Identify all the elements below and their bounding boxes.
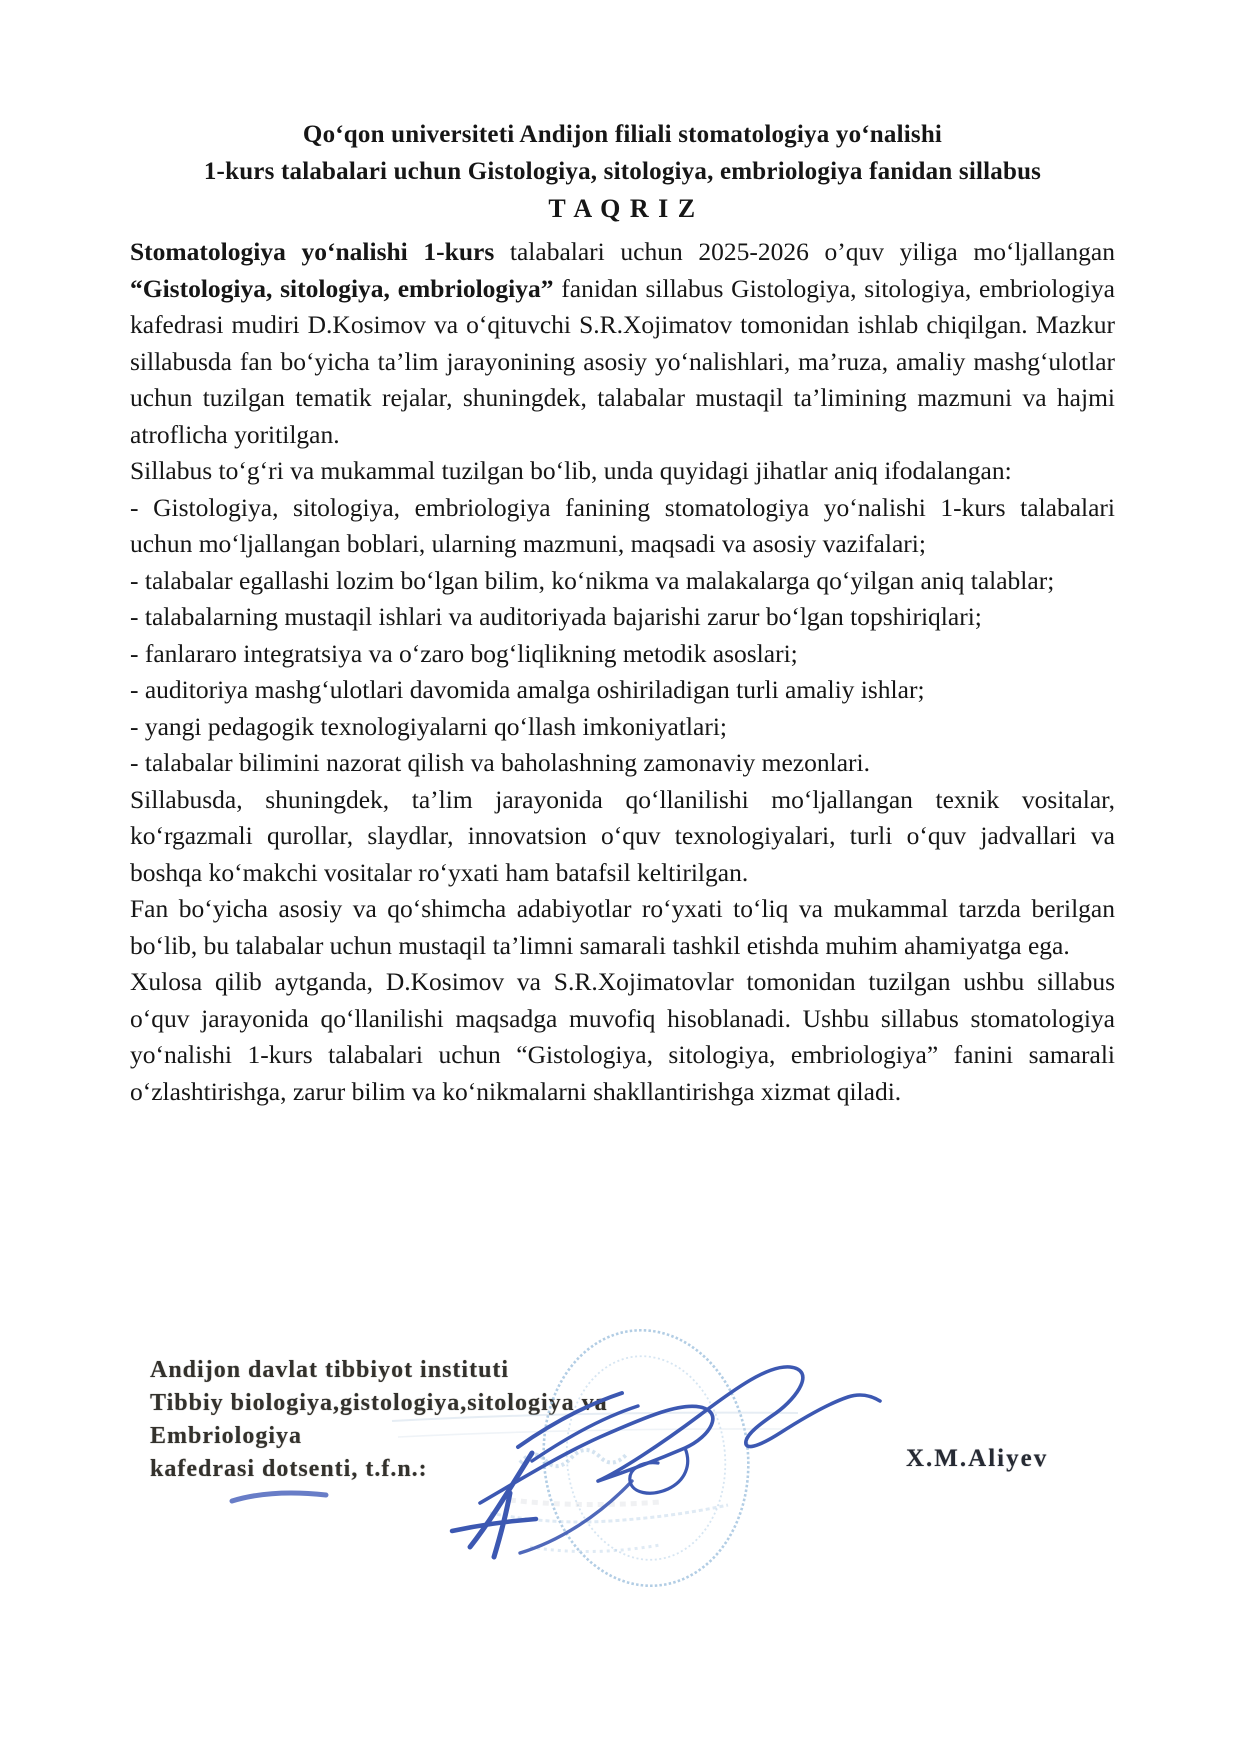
paragraph-structure: Sillabus to‘g‘ri va mukammal tuzilgan bo‘lib, unda quyidagi jihatlar aniq ifodalangan:: [130, 456, 1012, 485]
paragraph-resources: Sillabusda, shuningdek, ta’lim jarayonida qo‘llanilishi mo‘ljallangan texnik vositalar, ko‘rgazmali qurollar, slaydlar, innovatsion o‘quv texnologiyalari, turli o‘quv jadvallari va boshqa ko‘makchi vositalar ro‘yxati ham batafsil keltirilgan.: [130, 784, 1115, 887]
paragraph-literature: Fan bo‘yicha asosiy va qo‘shimcha adabiyotlar ro‘yxati to‘liq va mukammal tarzda berilgan bo‘lib, bu talabalar uchun mustaqil ta’limni samarali tashkil etishda muhim ahamiyatga ega.: [130, 894, 1115, 960]
position-title: kafedrasi dotsenti, t.f.n.:: [150, 1456, 428, 1482]
paragraph-conclusion: Xulosa qilib aytganda, D.Kosimov va S.R.Xojimatovlar tomonidan tuzilgan ushbu sillabus o‘quv jarayonida qo‘llanilishi maqsadga muvofiq hisoblanadi. Ushbu sillabus stomatologiya yo‘nalishi 1-kurs talabalari uchun “Gistologiya, sitologiya, embriologiya” fanini samarali o‘zlashtirishga, zarur bilim va ko‘nikmalarni shakllantirishga xizmat qiladi.: [130, 967, 1115, 1106]
intro-text-2: fanidan sillabus Gistologiya, sitologiya, embriologiya kafedrasi mudiri D.Kosimov va o‘qituvchi S.R.Xojimatov tomonidan ishlab chiqilgan. Mazkur sillabusda fan bo‘yicha ta’lim jarayonining asosiy yo‘nalishlari, ma’ruza, amaliy mashg‘ulotlar uchun tuzilgan tematik rejalar, shuningdek, talabalar mustaqil ta’limining mazmuni va hajmi atroflicha yoritilgan.: [130, 273, 1115, 449]
bold-course-lead: Stomatologiya yo‘nalishi 1-kurs: [130, 237, 495, 266]
title-taqriz: T A Q R I Z: [548, 194, 697, 223]
list-item-practical-work: - auditoriya mashg‘ulotlari davomida amalga oshiriladigan turli amaliy ishlar;: [130, 675, 925, 704]
list-item-assessment: - talabalar bilimini nazorat qilish va baholashning zamonaviy mezonlari.: [130, 748, 870, 777]
title-line-2: 1-kurs talabalari uchun Gistologiya, sitologiya, embriologiya fanidan sillabus: [203, 158, 1042, 185]
title-line-1: Qo‘qon universiteti Andijon filiali stomatologiya yo‘nalishi: [302, 121, 943, 148]
list-item-chapters: - Gistologiya, sitologiya, embriologiya fanining stomatologiya yo‘nalishi 1-kurs talabalari uchun mo‘ljallangan boblari, ularning mazmuni, maqsadi va asosiy vazifalari;: [130, 492, 1115, 558]
list-item-integration: - fanlararo integratsiya va o‘zaro bog‘liqlikning metodik asoslari;: [130, 638, 798, 668]
handwritten-signature-icon: [452, 1367, 880, 1557]
department-name-1: Tibbiy biologiya,gistologiya,sitologiya va: [150, 1390, 608, 1416]
reviewer-name: X.M.Aliyev: [906, 1445, 1049, 1472]
list-item-independent-work: - talabalarning mustaqil ishlari va auditoriyada bajarishi zarur bo‘lgan topshiriqlari;: [130, 602, 982, 631]
intro-text-1: talabalari uchun 2025-2026 o’quv yiliga mo‘ljallangan: [494, 237, 1115, 266]
document-body: [130, 234, 1115, 1110]
paragraph-intro: [130, 234, 1115, 453]
department-name-2: Embriologiya: [150, 1423, 303, 1449]
stamp-and-signature: [180, 1285, 940, 1635]
official-stamp-icon: [392, 1320, 798, 1596]
pen-dash-icon: [232, 1493, 326, 1501]
bold-subject-quote: “Gistologiya, sitologiya, embriologiya”: [130, 273, 554, 303]
list-item-requirements: - talabalar egallashi lozim bo‘lgan bilim, ko‘nikma va malakalarga qo‘yilgan aniq talablar;: [130, 565, 1055, 595]
institute-name: Andijon davlat tibbiyot instituti: [150, 1357, 510, 1383]
list-item-pedagogy: - yangi pedagogik texnologiyalarni qo‘llash imkoniyatlari;: [130, 711, 727, 741]
document-title: [130, 116, 1115, 228]
